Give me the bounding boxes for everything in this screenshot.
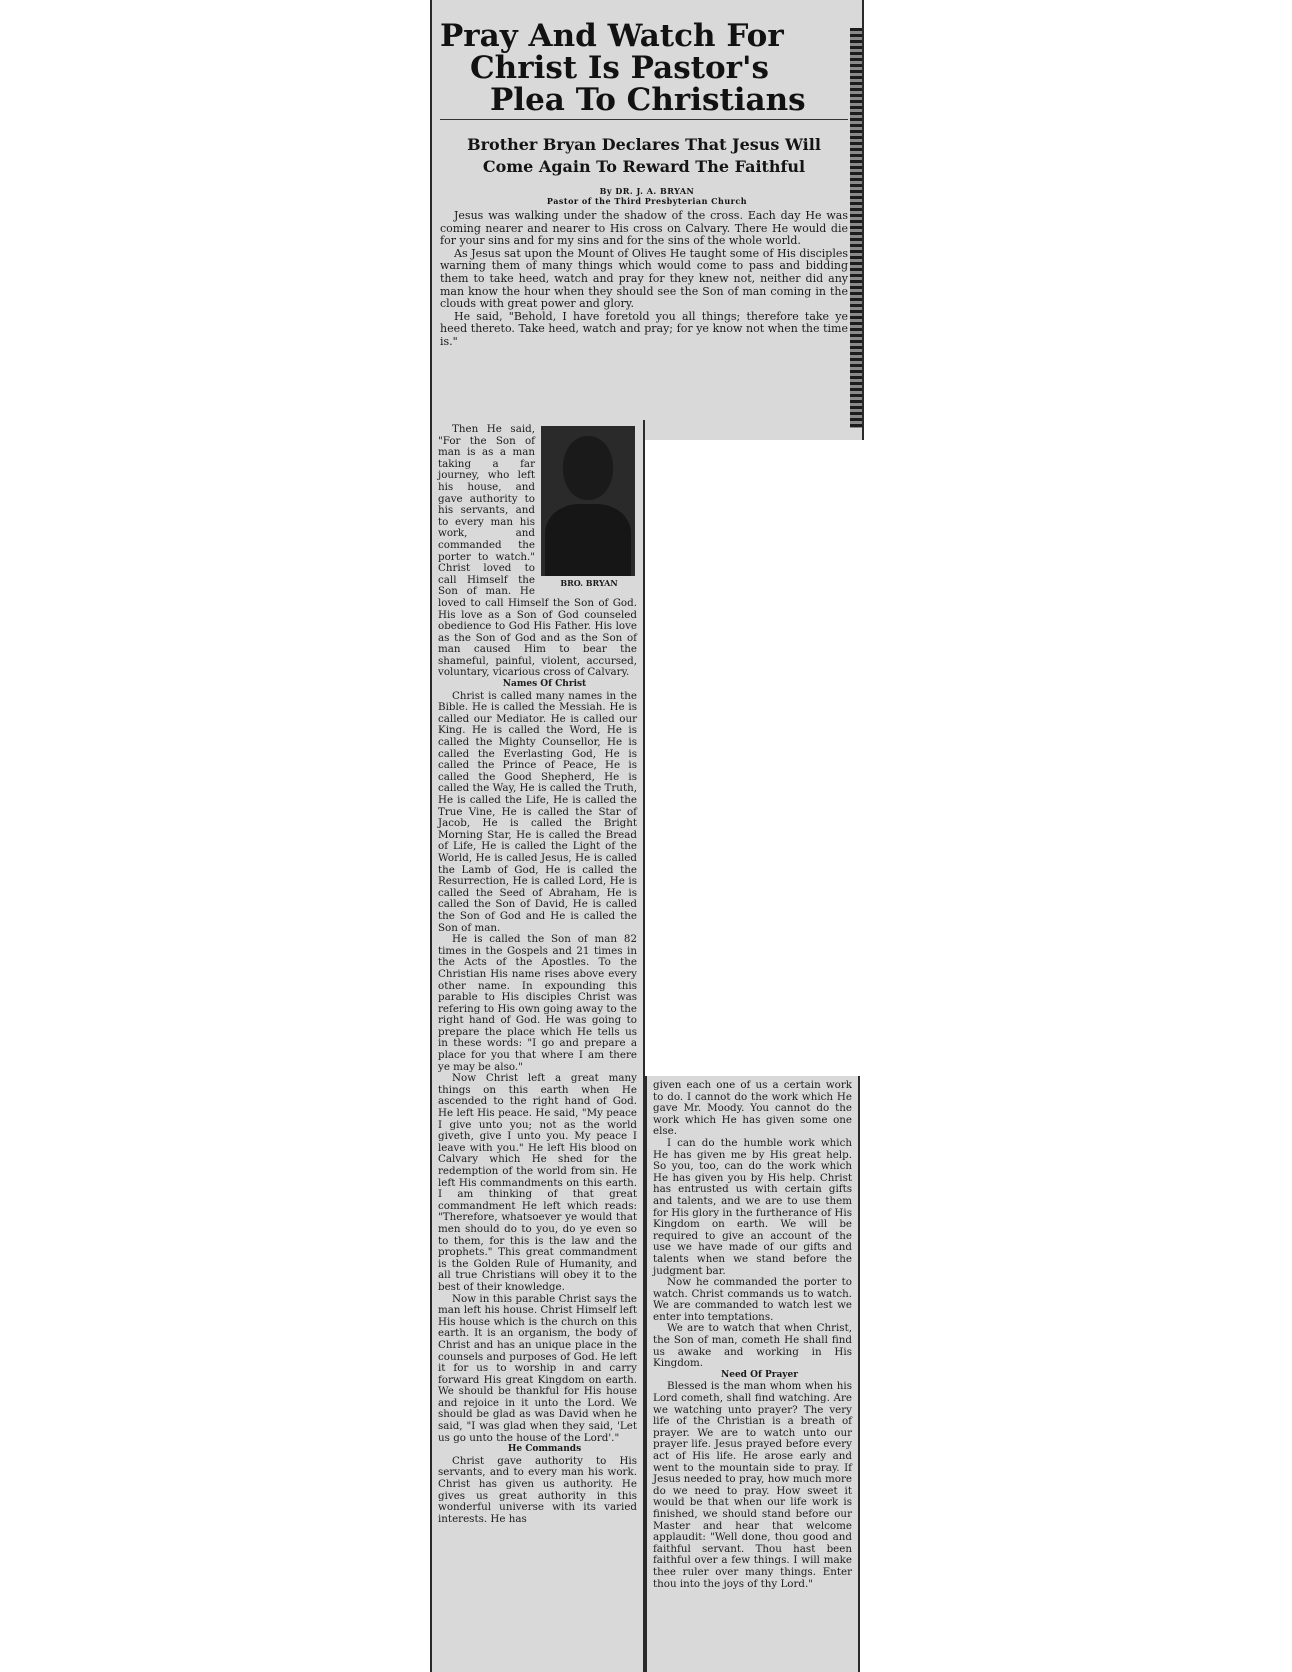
paragraph: Then He said, "For the Son of man is as a man taking a far journey, who left his house, and gave authority to his servants, and to every man his work, and commanded the porter to watch." Christ loved to call Himself the Son of man. He loved to call Himself the Son of God. His love as a Son of God counseled obedience to God His Father. His love as the Son of God and as the Son of man caused Him to bear the shameful, painful, violent, accursed, voluntary, vicarious cross of Calvary. <box>438 423 637 679</box>
portrait <box>541 426 637 590</box>
affiliation: Pastor of the Third Presbyterian Church <box>546 196 748 206</box>
section-heading: Need Of Prayer <box>721 1369 798 1380</box>
paragraph: He said, "Behold, I have foretold you all things; therefore take ye heed thereto. Take heed, watch and pray; for ye know not when the time is." <box>440 309 848 348</box>
paragraph: He is called the Son of man 82 times in the Gospels and 21 times in the Acts of the Apostles. To the Christian His name rises above every other name. In expounding this parable to His disciples Christ was refering to His own going away to the right hand of God. He was going to prepare the place which He tells us in these words: "I go and prepare a place for you that where I am there ye may be also." <box>438 933 637 1073</box>
right-column <box>645 1076 860 1672</box>
paragraph: Christ is called many names in the Bible. He is called the Messiah. He is called our Mediator. He is called our King. He is called the Word, He is called the Mighty Counsellor, He is called the Everlasting God, He is called the Prince of Peace, He is called the Good Shepherd, He is called the Way, He is called the Truth, He is called the Life, He is called the True Vine, He is called the Star of Jacob, He is called the Bright Morning Star, He is called the Bread of Life, He is called the Light of the World, He is called Jesus, He is called the Lamb of God, He is called the Resurrection, He is called Lord, He is called the Seed of Abraham, He is called the Son of David, He is called the Son of God and He is called the Son of man. <box>438 689 637 934</box>
paragraph: I can do the humble work which He has given me by His great help. So you, too, can do the work which He has given you by His help. Christ has entrusted us with certain gifts and talents, and we are to use them for His glory in the furtherance of His Kingdom on earth. We will be required to give an account of the use we have made of our gifts and talents when we stand before the judgment bar. <box>653 1136 852 1277</box>
left-column-text <box>438 424 637 1525</box>
paragraph: We are to watch that when Christ, the Son of man, cometh He shall find us awake and working in His Kingdom. <box>653 1322 852 1370</box>
subheadline: Brother Bryan Declares That Jesus Will Come Again To Reward The Faithful <box>467 135 821 176</box>
paragraph: As Jesus sat upon the Mount of Olives He taught some of His disciples warning them of many things which would come to pass and bidding them to take heed, watch and pray for they knew not, neither did any man know the hour when they should see the Son of man coming in the clouds with great power and glory. <box>440 246 848 311</box>
right-column-text <box>653 1080 852 1590</box>
headline-line-1: Pray And Watch For <box>440 18 784 54</box>
paragraph: Blessed is the man whom when his Lord cometh, shall find watching. Are we watching unto prayer? The very life of the Christian is a breath of prayer. We are to watch unto our prayer life. Jesus prayed before every act of His life. He arose early and went to the mountain side to pray. If Jesus needed to pray, how much more do we need to pray. How sweet it would be that when our life work is finished, we should stand before our Master and hear that welcome applaudit: "Well done, thou good and faithful servant. Thou hast been faithful over a few things. I will make thee ruler over many things. Enter thou into the joys of thy Lord." <box>653 1380 852 1590</box>
paragraph: Now in this parable Christ says the man left his house. Christ Himself left His house which is the church on this earth. It is an organism, the body of Christ and has an unique place in the counsels and purposes of God. He left it for us to worship in and carry forward His great Kingdom on earth. We should be thankful for His house and rejoice in it unto the Lord. We should be glad as was David when he said, "I was glad when they said, 'Let us go unto the house of the Lord'." <box>438 1292 637 1444</box>
headline <box>440 20 848 116</box>
torn-edge <box>850 28 862 428</box>
portrait-photo <box>541 426 635 576</box>
intro-text <box>440 210 848 349</box>
paragraph: Now he commanded the porter to watch. Christ commands us to watch. We are commanded to watch lest we enter into temptations. <box>653 1276 852 1323</box>
headline-line-2: Christ Is Pastor's <box>470 50 769 86</box>
article-header-block <box>430 0 864 440</box>
paragraph: given each one of us a certain work to do. I cannot do the work which He gave Mr. Moody. You cannot do the work which He has given some one else. <box>653 1079 852 1138</box>
byline: By DR. J. A. BRYAN <box>599 186 695 196</box>
paragraph: Now Christ left a great many things on this earth when He ascended to the right hand of God. He left His peace. He said, "My peace I give unto you; not as the world giveth, give I unto you. My peace I leave with you." He left His blood on Calvary which He shed for the redemption of the world from sin. He left His commandments on this earth. I am thinking of that great commandment He left which reads: "Therefore, whatsoever ye would that men should do to you, do ye even so to them, for this is the law and the prophets." This great commandment is the Golden Rule of Humanity, and all true Christians will obey it to the best of their knowledge. <box>438 1072 637 1293</box>
divider <box>440 119 848 120</box>
section-heading: Names Of Christ <box>502 679 587 690</box>
paragraph: Christ gave authority to His servants, and to every man his work. Christ has given us authority. He gives us great authority in this wonderful universe with its varied interests. He has <box>438 1454 637 1525</box>
left-column <box>430 420 645 1672</box>
photo-caption: BRO. BRYAN <box>560 578 618 588</box>
headline-line-3: Plea To Christians <box>490 82 806 118</box>
paragraph: Jesus was walking under the shadow of the cross. Each day He was coming nearer and nearer to His cross on Calvary. There He would die for your sins and for my sins and for the sins of the whole world. <box>440 209 848 248</box>
section-heading: He Commands <box>507 1444 582 1455</box>
